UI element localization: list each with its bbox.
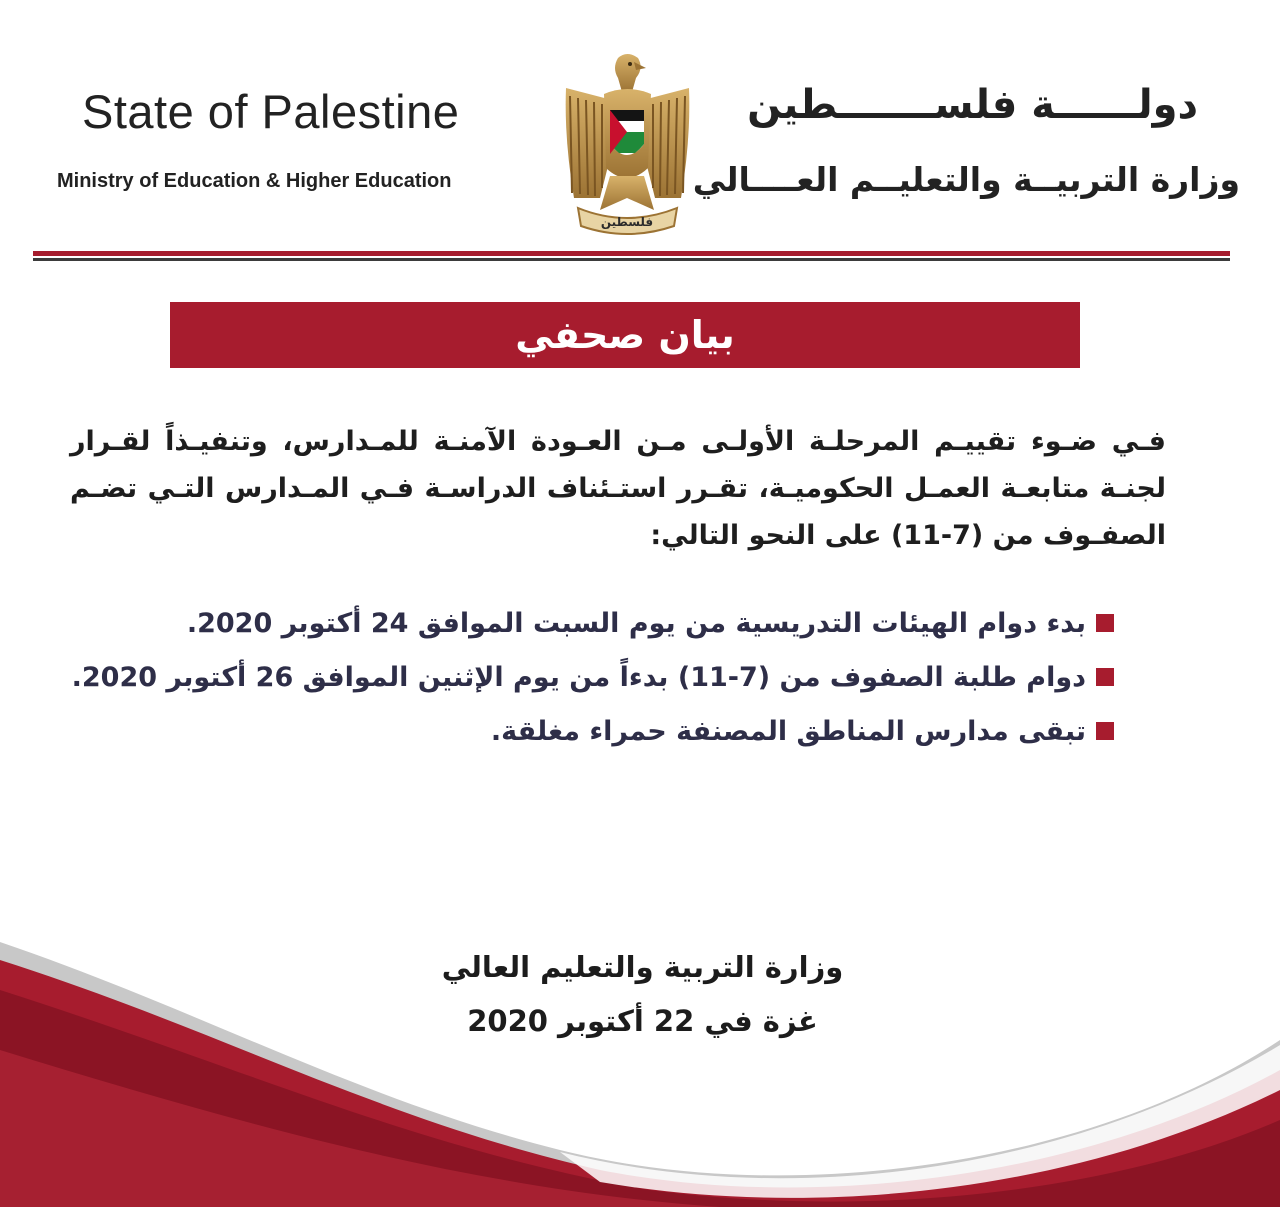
bullet-square-icon: [1096, 668, 1114, 686]
statement-title: بيان صحفي: [515, 313, 735, 357]
header-divider-red: [33, 251, 1230, 256]
list-item-text: بدء دوام الهيئات التدريسية من يوم السبت الموافق 24 أكتوبر 2020.: [186, 607, 1086, 639]
list-item: [14, 650, 1114, 704]
signature-block: [380, 940, 905, 1048]
bullet-square-icon: [1096, 722, 1114, 740]
header-english-title: State of Palestine: [82, 85, 460, 138]
signature-place-date: غزة في 22 أكتوبر 2020: [467, 1004, 818, 1038]
palestine-emblem-icon: [560, 48, 695, 238]
header-english-ministry: Ministry of Education & Higher Education: [57, 170, 452, 192]
header-arabic-ministry: وزارة التربيــة والتعليــم العــــالي: [692, 160, 1240, 199]
list-item-text: دوام طلبة الصفوف من (7-11) بدءاً من يوم الإثنين الموافق 26 أكتوبر 2020.: [71, 661, 1086, 693]
header-divider-dark: [33, 258, 1230, 261]
statement-title-banner: [170, 302, 1080, 368]
header-arabic-title: دولــــــة فلســـــــطين: [747, 82, 1198, 128]
signature-ministry: وزارة التربية والتعليم العالي: [441, 950, 844, 984]
decision-list: [14, 596, 1114, 758]
list-item-text: تبقى مدارس المناطق المصنفة حمراء مغلقة.: [490, 715, 1086, 747]
emblem-caption: فلسطين: [600, 215, 654, 229]
list-item: [14, 704, 1114, 758]
bullet-square-icon: [1096, 614, 1114, 632]
list-item: [14, 596, 1114, 650]
intro-paragraph: فـي ضـوء تقييـم المرحلـة الأولـى مـن العـودة الآمنـة للمـدارس، وتنفيـذاً لقـرار لجنـة متابعـة العمـل الحكوميـة، تقـرر استـئناف الدراسـة فـي المـدارس التـي تضـم الصفـوف من (7-11) على النحو التالي:: [70, 426, 1166, 551]
